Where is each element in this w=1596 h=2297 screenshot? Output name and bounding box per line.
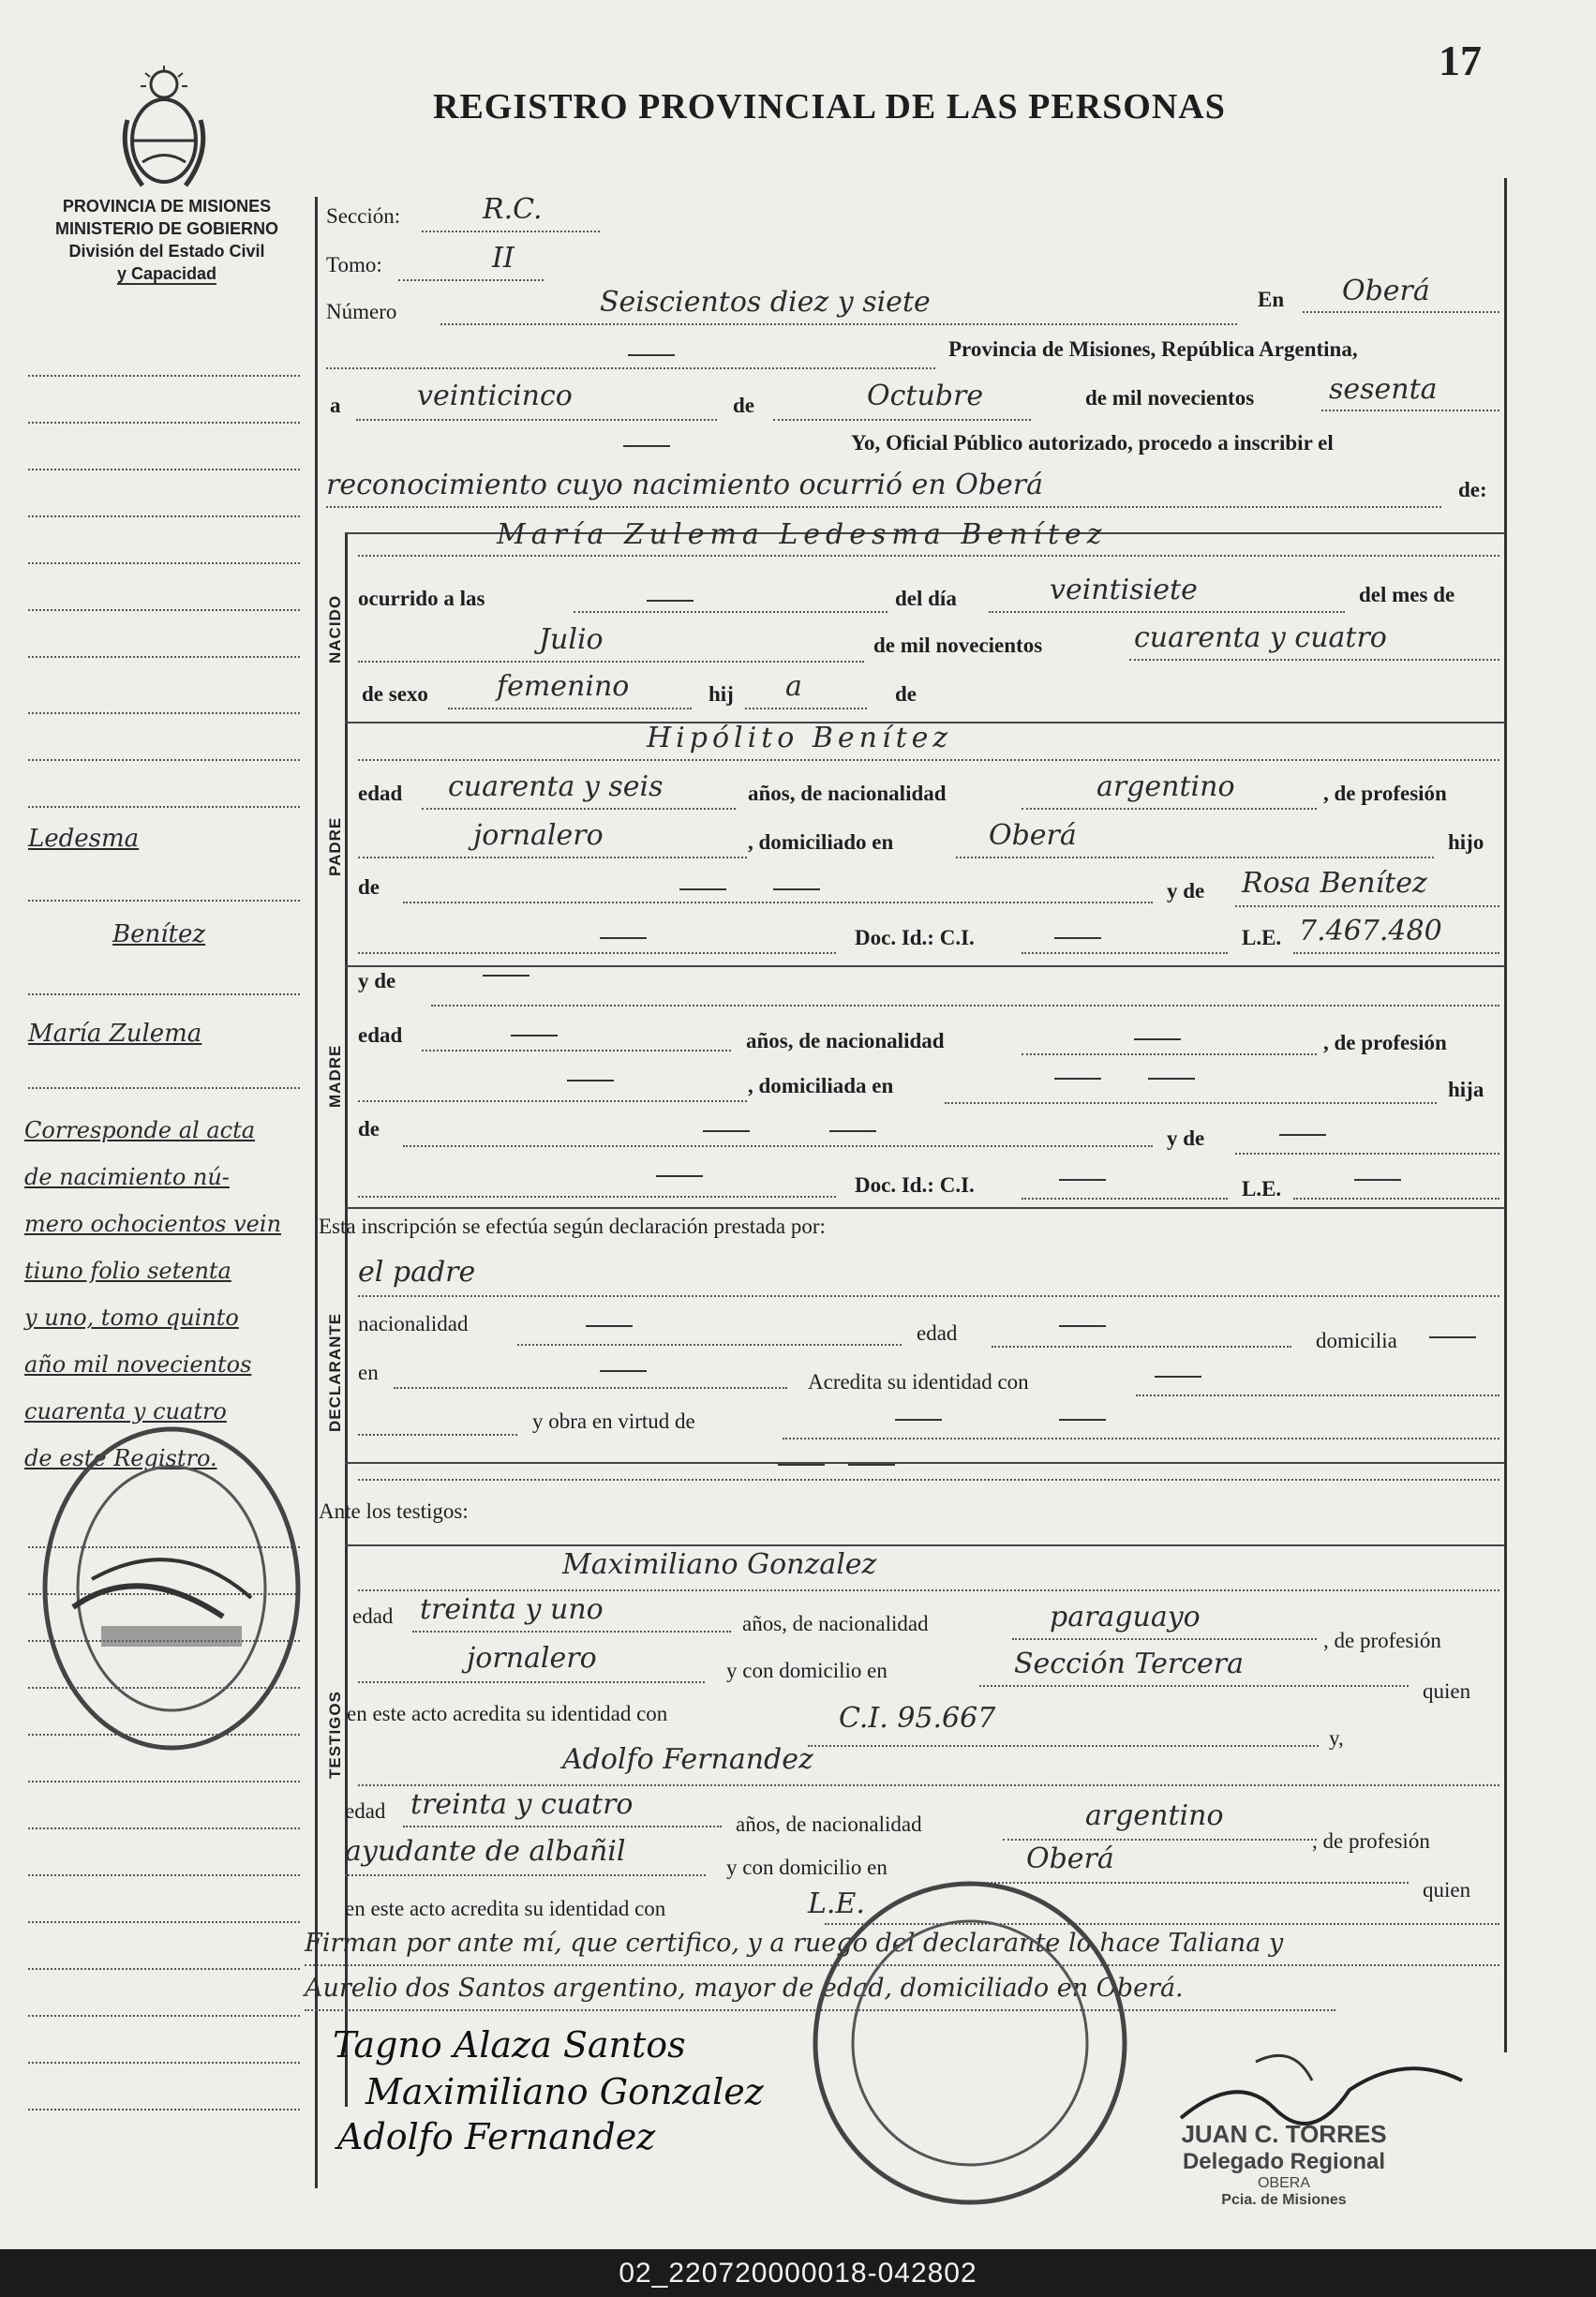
agency-division: División del Estado Civil [68, 242, 265, 261]
del-mes-label: del mes de [1359, 583, 1455, 606]
note-line: Corresponde al acta [24, 1117, 256, 1143]
blank-dash [567, 1080, 614, 1081]
fill-line [773, 419, 1031, 421]
nacido-year-label: de mil novecientos [873, 634, 1043, 657]
nacido-year: cuarenta y cuatro [1134, 621, 1387, 654]
fill-line [517, 1344, 902, 1346]
testigos-section-label: TESTIGOS [326, 1691, 344, 1779]
testigo1-y-label: y, [1329, 1726, 1344, 1750]
testigo2-acredita-label: en este acto acredita su identidad con [345, 1897, 666, 1920]
fill-line [358, 1295, 1499, 1297]
padre-le-value: 7.467.480 [1299, 915, 1442, 947]
fill-line [992, 1346, 1291, 1348]
fill-line [358, 952, 836, 954]
official-place: OBERA [1257, 2175, 1310, 2191]
testigo2-id: L.E. [808, 1887, 865, 1920]
declarante-edad-label: edad [917, 1321, 958, 1345]
official-province: Pcia. de Misiones [1221, 2192, 1347, 2208]
fill-line [398, 279, 544, 281]
fill-line [1003, 1839, 1317, 1841]
fill-line [358, 555, 1499, 557]
padre-yde-label: y de [1167, 879, 1205, 902]
madre-section-label: MADRE [326, 1044, 344, 1108]
blank-dash [848, 1464, 895, 1466]
declarante-acredita-label: Acredita su identidad con [808, 1370, 1029, 1394]
blank-dash [679, 888, 726, 890]
nacido-de-label: de [895, 682, 917, 706]
fill-line [440, 323, 1237, 325]
padre-dom-label: , domiciliado en [748, 830, 894, 854]
fill-line [1293, 952, 1499, 954]
padre-edad-label: edad [358, 782, 403, 805]
registry-seal-bottom-icon [806, 1874, 1134, 2212]
testigo2-dom: Oberá [1026, 1842, 1114, 1875]
fill-line [356, 419, 717, 421]
provincia-text: Provincia de Misiones, República Argentina, [948, 337, 1358, 361]
blank-dash [1054, 937, 1101, 939]
page-title: REGISTRO PROVINCIAL DE LAS PERSONAS [433, 87, 1226, 127]
blank-dash [586, 1325, 633, 1327]
testigo1-dom: Sección Tercera [1014, 1648, 1244, 1680]
blank-dash [600, 1370, 647, 1372]
fill-line [1022, 1198, 1228, 1200]
blank-dash [1155, 1376, 1201, 1378]
fill-line [358, 759, 1499, 761]
official-stamp [1162, 2120, 1406, 2209]
madre-y-de-label: y de [358, 969, 396, 992]
numero-label: Número [326, 300, 397, 323]
month-value: Octubre [867, 380, 984, 412]
blank-dash [1429, 1336, 1476, 1338]
declarante-name: el padre [358, 1256, 476, 1289]
testigo1-name: Maximiliano Gonzalez [562, 1548, 877, 1581]
testigos-divider [345, 1544, 348, 2107]
fill-line [422, 808, 736, 810]
a-label: a [330, 394, 341, 417]
padre-prof-label: , de profesión [1323, 782, 1447, 805]
blank-dash [1148, 1078, 1195, 1080]
testigo2-edad: treinta y cuatro [410, 1788, 634, 1821]
blank-dash [895, 1419, 942, 1421]
fill-line [422, 1050, 731, 1052]
fill-line [345, 1874, 706, 1876]
fill-line [783, 1438, 1499, 1439]
fill-line [1012, 1638, 1317, 1640]
testigo2-edad-label: edad [345, 1799, 386, 1823]
testigo1-prof-label: , de profesión [1323, 1629, 1441, 1652]
declarante-virtud-label: y obra en virtud de [532, 1410, 695, 1433]
fill-line [394, 1387, 787, 1389]
declarante-intro: Esta inscripción se efectúa según declaración prestada por: [319, 1215, 826, 1238]
blank-dash [600, 937, 647, 939]
fill-line [745, 708, 867, 709]
nacido-day: veintisiete [1050, 574, 1198, 606]
fill-line [412, 1631, 731, 1633]
fill-line [1022, 952, 1228, 954]
right-border [1504, 178, 1507, 2052]
madre-dom-label: , domiciliada en [748, 1074, 894, 1097]
fill-line [808, 1745, 1319, 1747]
madre-doc-label: Doc. Id.: C.I. [855, 1173, 975, 1197]
de-colon-label: de: [1458, 478, 1487, 501]
padre-doc-label: Doc. Id.: C.I. [855, 926, 975, 949]
declarante-en-label: en [358, 1361, 379, 1384]
testigo2-quien-label: quien [1423, 1878, 1471, 1902]
fill-line [358, 1196, 836, 1198]
fill-line [326, 367, 935, 369]
yo-text: Yo, Oficial Público autorizado, procedo a inscribir el [851, 431, 1334, 455]
sexo-label: de sexo [362, 682, 428, 706]
blank-dash [511, 1035, 558, 1037]
margin-surname-2: Benítez [112, 920, 206, 948]
note-line: de nacimiento nú- [24, 1164, 230, 1190]
year-label: de mil novecientos [1085, 386, 1255, 410]
coat-of-arms-icon [114, 64, 214, 195]
padre-de-label: de [358, 875, 380, 899]
agency-ministry: MINISTERIO DE GOBIERNO [54, 219, 279, 238]
fill-line [945, 1102, 1437, 1104]
blank-dash [829, 1130, 876, 1132]
blank-dash [778, 1464, 825, 1466]
fill-line [1129, 659, 1499, 661]
fill-line [358, 661, 864, 663]
blank-dash [483, 975, 530, 977]
fill-line [326, 506, 1441, 508]
blank-dash [1054, 1078, 1101, 1080]
madre-yde-label: y de [1167, 1126, 1205, 1150]
ocurrido-label: ocurrido a las [358, 587, 485, 610]
official-name: JUAN C. TORRES [1181, 2120, 1387, 2148]
madre-le-label: L.E. [1242, 1177, 1282, 1201]
agency-province: PROVINCIA DE MISIONES [62, 197, 272, 216]
hij-label: hij [709, 682, 734, 706]
fill-line [358, 1681, 705, 1683]
padre-nac-label: años, de nacionalidad [748, 782, 947, 805]
margin-surname-1: Ledesma [28, 825, 140, 853]
declarante-dom-label: domicilia [1316, 1329, 1397, 1352]
fill-line [1235, 905, 1499, 907]
fill-line [1235, 1153, 1499, 1155]
closing-line-1: Firman por ante mí, que certifico, y a ruego del declarante lo hace Taliana y [305, 1929, 1284, 1958]
padre-yde-value: Rosa Benítez [1242, 867, 1427, 900]
padre-dom: Oberá [989, 819, 1077, 852]
fill-line [979, 1685, 1409, 1687]
registry-seal-left-icon [36, 1420, 307, 1757]
blank-dash [1279, 1134, 1326, 1136]
fill-line [431, 1005, 1499, 1007]
fill-line [358, 857, 747, 858]
fill-line [1136, 1395, 1499, 1396]
testigo2-prof-label: , de profesión [1312, 1829, 1430, 1853]
madre-de-label: de [358, 1117, 380, 1141]
blank-dash [647, 600, 694, 602]
padre-nac: argentino [1096, 770, 1235, 803]
fill-line [358, 1479, 1499, 1481]
signature-1: Tagno Alaza Santos [333, 2024, 686, 2066]
testigo2-dom-label: y con domicilio en [726, 1856, 887, 1879]
fill-line [422, 231, 600, 232]
note-line: cuarenta y cuatro [24, 1398, 227, 1424]
agency-capacity: y Capacidad [116, 264, 217, 283]
year-value: sesenta [1329, 373, 1438, 406]
testigo1-edad: treinta y uno [420, 1593, 604, 1626]
de-label: de [733, 394, 754, 417]
en-label: En [1258, 288, 1285, 311]
tomo-value: II [492, 242, 515, 275]
padre-name: Hipólito Benítez [647, 722, 953, 754]
closing-line-2: Aurelio dos Santos argentino, mayor de edad, domiciliado en Oberá. [305, 1974, 1184, 2003]
nacido-month: Julio [539, 623, 604, 656]
fill-line [358, 1589, 1499, 1591]
declarante-nac-label: nacionalidad [358, 1312, 469, 1335]
tomo-label: Tomo: [326, 253, 382, 276]
padre-section-label: PADRE [326, 816, 344, 876]
testigo1-quien-label: quien [1423, 1679, 1471, 1703]
section-separator [345, 1544, 1504, 1546]
note-line: mero ochocientos vein [24, 1211, 282, 1237]
blank-dash [1134, 1038, 1181, 1040]
issuing-agency [26, 195, 307, 285]
blank-dash [656, 1175, 703, 1177]
padre-le-label: L.E. [1242, 926, 1282, 949]
fill-line [403, 1826, 722, 1827]
madre-prof-label: , de profesión [1323, 1031, 1447, 1054]
page-number: 17 [1439, 37, 1482, 84]
testigo1-nac: paraguayo [1050, 1601, 1201, 1633]
fill-line [1022, 1053, 1317, 1055]
blank-dash [1059, 1179, 1106, 1181]
day-value: veinticinco [417, 380, 573, 412]
fill-line [403, 902, 1153, 903]
signature-2: Maximiliano Gonzalez [365, 2071, 764, 2112]
inscribe-value: reconocimiento cuyo nacimiento ocurrió en Oberá [326, 469, 1043, 501]
section-separator [345, 1207, 1504, 1209]
testigo1-edad-label: edad [352, 1604, 394, 1628]
blank-dash [1354, 1179, 1401, 1181]
numero-value: Seiscientos diez y siete [600, 286, 931, 319]
margin-given-names: María Zulema [28, 1020, 202, 1048]
testigo2-nac: argentino [1085, 1799, 1224, 1832]
section-separator [345, 965, 1504, 967]
en-value: Oberá [1342, 275, 1430, 307]
padre-edad: cuarenta y seis [448, 770, 664, 803]
image-id-footer: 02_220720000018-042802 [0, 2249, 1596, 2297]
madre-hija-label: hija [1448, 1078, 1484, 1101]
seccion-value: R.C. [483, 193, 543, 226]
fill-line [358, 1784, 1499, 1786]
note-line: año mil novecientos [24, 1351, 252, 1378]
blank-dash [703, 1130, 750, 1132]
nacido-section-label: NACIDO [326, 594, 344, 664]
blank-dash [773, 888, 820, 890]
fill-line [448, 708, 692, 709]
declarante-section-label: DECLARANTE [326, 1312, 344, 1432]
fill-line [358, 1100, 747, 1102]
testigo1-acredita-label: en este acto acredita su identidad con [347, 1702, 668, 1725]
madre-nac-label: años, de nacionalidad [746, 1029, 945, 1052]
fill-line [1303, 311, 1499, 313]
note-line: y uno, tomo quinto [24, 1305, 239, 1331]
testigo1-dom-label: y con domicilio en [726, 1659, 887, 1682]
blank-dash [1059, 1419, 1106, 1421]
fill-line [1022, 808, 1317, 810]
fill-line [956, 857, 1434, 858]
padre-hijo-label: hijo [1448, 830, 1484, 854]
sexo-value: femenino [497, 670, 630, 703]
seccion-label: Sección: [326, 204, 401, 228]
signature-3: Adolfo Fernandez [337, 2116, 656, 2157]
official-role: Delegado Regional [1182, 2149, 1386, 2174]
testigo1-id: C.I. 95.667 [839, 1702, 996, 1735]
madre-edad-label: edad [358, 1023, 403, 1047]
padre-prof: jornalero [473, 819, 604, 852]
blank-dash [1059, 1325, 1106, 1327]
section-separator [345, 1462, 1504, 1464]
fill-line [1321, 410, 1499, 411]
note-line: tiuno folio setenta [24, 1258, 231, 1284]
note-line: de este Registro. [24, 1445, 217, 1471]
fill-line [989, 611, 1345, 613]
margin-divider [315, 197, 318, 2188]
blank-dash [623, 445, 670, 447]
testigo2-prof: ayudante de albañil [345, 1835, 626, 1868]
testigo1-prof: jornalero [467, 1642, 597, 1675]
testigo2-nac-label: años, de nacionalidad [736, 1812, 922, 1836]
testigo1-nac-label: años, de nacionalidad [742, 1612, 929, 1635]
testigos-intro: Ante los testigos: [319, 1499, 469, 1523]
del-dia-label: del día [895, 587, 957, 610]
testigo2-name: Adolfo Fernandez [562, 1743, 813, 1776]
hij-value: a [785, 670, 802, 703]
fill-line [403, 1145, 1153, 1147]
nacido-name: María Zulema Ledesma Benítez [497, 518, 1108, 551]
fill-line [358, 1434, 517, 1436]
fill-line [1293, 1198, 1499, 1200]
fill-line [574, 611, 887, 613]
blank-dash [628, 354, 675, 356]
